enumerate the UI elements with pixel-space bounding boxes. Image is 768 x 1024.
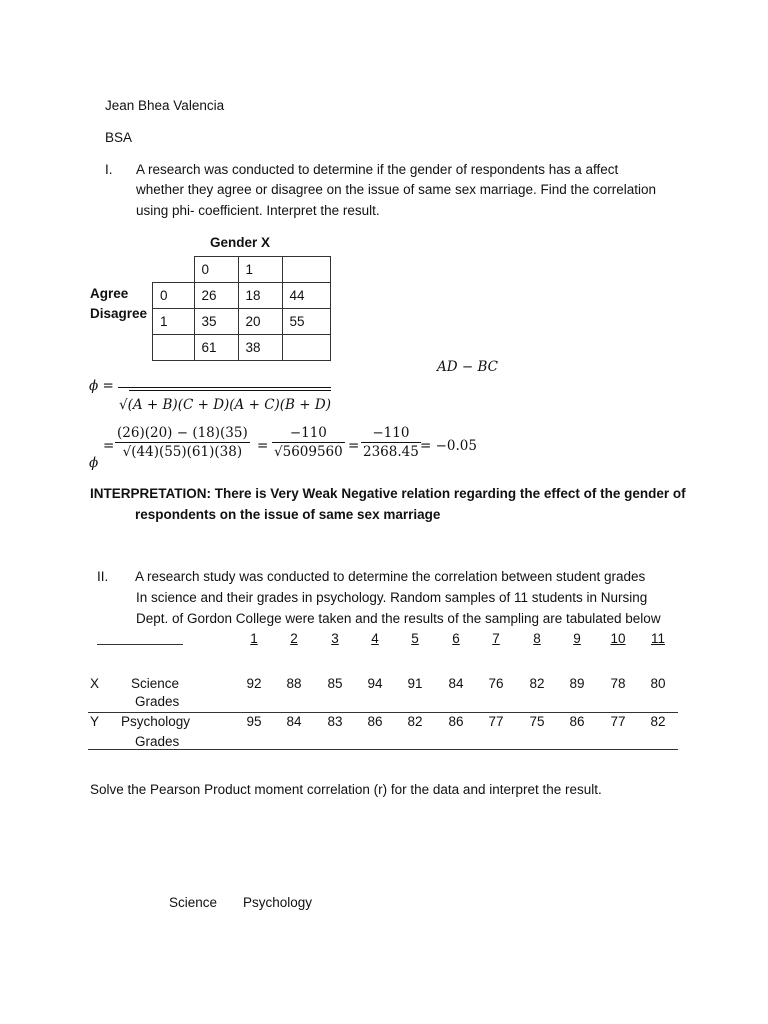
x-value: 94 (367, 676, 383, 691)
table-cell: 35 (194, 309, 238, 335)
y-variable: Y (90, 714, 100, 729)
table-cell: 20 (238, 309, 282, 335)
formula-numerator: AD − BC (437, 359, 498, 375)
problem1-number: I. (105, 162, 113, 177)
y-value: 83 (327, 714, 343, 729)
contingency-table (152, 256, 331, 361)
table-cell: 44 (282, 283, 330, 309)
x-value: 89 (569, 676, 585, 691)
table-cell: 55 (282, 309, 330, 335)
y-value: 82 (650, 714, 666, 729)
y-value: 86 (448, 714, 464, 729)
fraction-denominator: √(44)(55)(61)(38) (115, 442, 250, 460)
column-header: 7 (492, 631, 500, 646)
table-cell: 61 (194, 335, 238, 361)
equals-sign: = (348, 438, 360, 454)
contingency-table-title: Gender X (210, 235, 271, 250)
x-value: 78 (610, 676, 626, 691)
y-value: 86 (367, 714, 383, 729)
column-header: 6 (452, 631, 460, 646)
x-value: 91 (407, 676, 423, 691)
column-header: 8 (533, 631, 541, 646)
problem2-line: Dept. of Gordon College were taken and the results of the sampling are tabulated below (136, 611, 661, 626)
table-cell (282, 335, 330, 361)
table-cell (282, 257, 330, 283)
table-row (153, 257, 331, 283)
table-cell: 1 (153, 309, 195, 335)
y-value: 77 (610, 714, 626, 729)
formula-radical-bar (129, 390, 331, 391)
table-cell: 38 (238, 335, 282, 361)
y-label-2: Grades (135, 734, 180, 749)
fraction-denominator: √5609560 (274, 444, 343, 460)
problem2-line: In science and their grades in psychology. Random samples of 11 students in Nursing (136, 590, 648, 605)
x-value: 82 (529, 676, 545, 691)
fraction-numerator: −110 (372, 425, 410, 441)
column-header: 9 (573, 631, 581, 646)
table-cell: 1 (238, 257, 282, 283)
x-variable: X (90, 676, 100, 691)
x-value: 84 (448, 676, 464, 691)
column-header: 4 (371, 631, 379, 646)
problem2-number: II. (97, 569, 109, 584)
course-label: BSA (105, 130, 133, 145)
phi-symbol: ϕ = (89, 378, 114, 394)
x-value: 85 (327, 676, 343, 691)
x-label-2: Grades (135, 694, 180, 709)
problem1-line: A research was conducted to determine if the gender of respondents has a affect (136, 162, 619, 177)
table-cell: 26 (194, 283, 238, 309)
problem1-line: whether they agree or disagree on the issue of same sex marriage. Find the correlation (136, 182, 657, 197)
y-label: Psychology (121, 714, 191, 729)
table-row (153, 283, 331, 309)
computation-fraction-2 (272, 425, 345, 460)
column-header: 2 (290, 631, 298, 646)
computation-equals: = (103, 438, 115, 454)
table-row (153, 309, 331, 335)
column-header: 5 (411, 631, 419, 646)
computation-phi: ϕ (89, 455, 99, 471)
x-value: 92 (246, 676, 262, 691)
table-cell: 0 (153, 283, 195, 309)
problem2-instruction: Solve the Pearson Product moment correlation (r) for the data and interpret the result. (90, 782, 602, 797)
computation-fraction-3 (361, 425, 421, 460)
table-bottom-border (88, 749, 678, 750)
x-value: 88 (286, 676, 302, 691)
column-header: 3 (331, 631, 339, 646)
problem2-line: A research study was conducted to determine the correlation between student grades (135, 569, 646, 584)
equals-sign: = (257, 438, 269, 454)
table-row (153, 335, 331, 361)
formula-denominator: √(A + B)(C + D)(A + C)(B + D) (119, 397, 331, 413)
computation-fraction-1 (115, 425, 250, 460)
column-header: 11 (650, 631, 665, 646)
row-label-agree: Agree (90, 286, 129, 301)
interpretation-line: INTERPRETATION: There is Very Weak Negative relation regarding the effect of the gender of (90, 486, 686, 501)
y-value: 82 (407, 714, 423, 729)
row-label-disagree: Disagree (90, 306, 148, 321)
table-cell: 0 (194, 257, 238, 283)
formula-fraction-bar (118, 387, 331, 388)
author-name: Jean Bhea Valencia (105, 98, 225, 113)
fraction-numerator: (26)(20) − (18)(35) (117, 425, 248, 441)
column-header: 1 (250, 631, 258, 646)
blank-header-line (97, 644, 183, 645)
table-cell (153, 335, 195, 361)
y-value: 77 (488, 714, 504, 729)
y-value: 84 (286, 714, 302, 729)
x-value: 80 (650, 676, 666, 691)
y-value: 86 (569, 714, 585, 729)
science-column-header: Science (169, 895, 218, 910)
computation-result: = −0.05 (420, 438, 477, 454)
fraction-numerator: −110 (289, 425, 327, 441)
x-label: Science (131, 676, 180, 691)
fraction-denominator: 2368.45 (363, 444, 419, 460)
problem1-line: using phi- coefficient. Interpret the result. (136, 203, 380, 218)
column-header: 10 (610, 631, 626, 646)
x-value: 76 (488, 676, 504, 691)
y-value: 75 (529, 714, 545, 729)
y-value: 95 (246, 714, 262, 729)
table-cell: 18 (238, 283, 282, 309)
psychology-column-header: Psychology (243, 895, 313, 910)
interpretation-line: respondents on the issue of same sex marriage (135, 507, 441, 522)
